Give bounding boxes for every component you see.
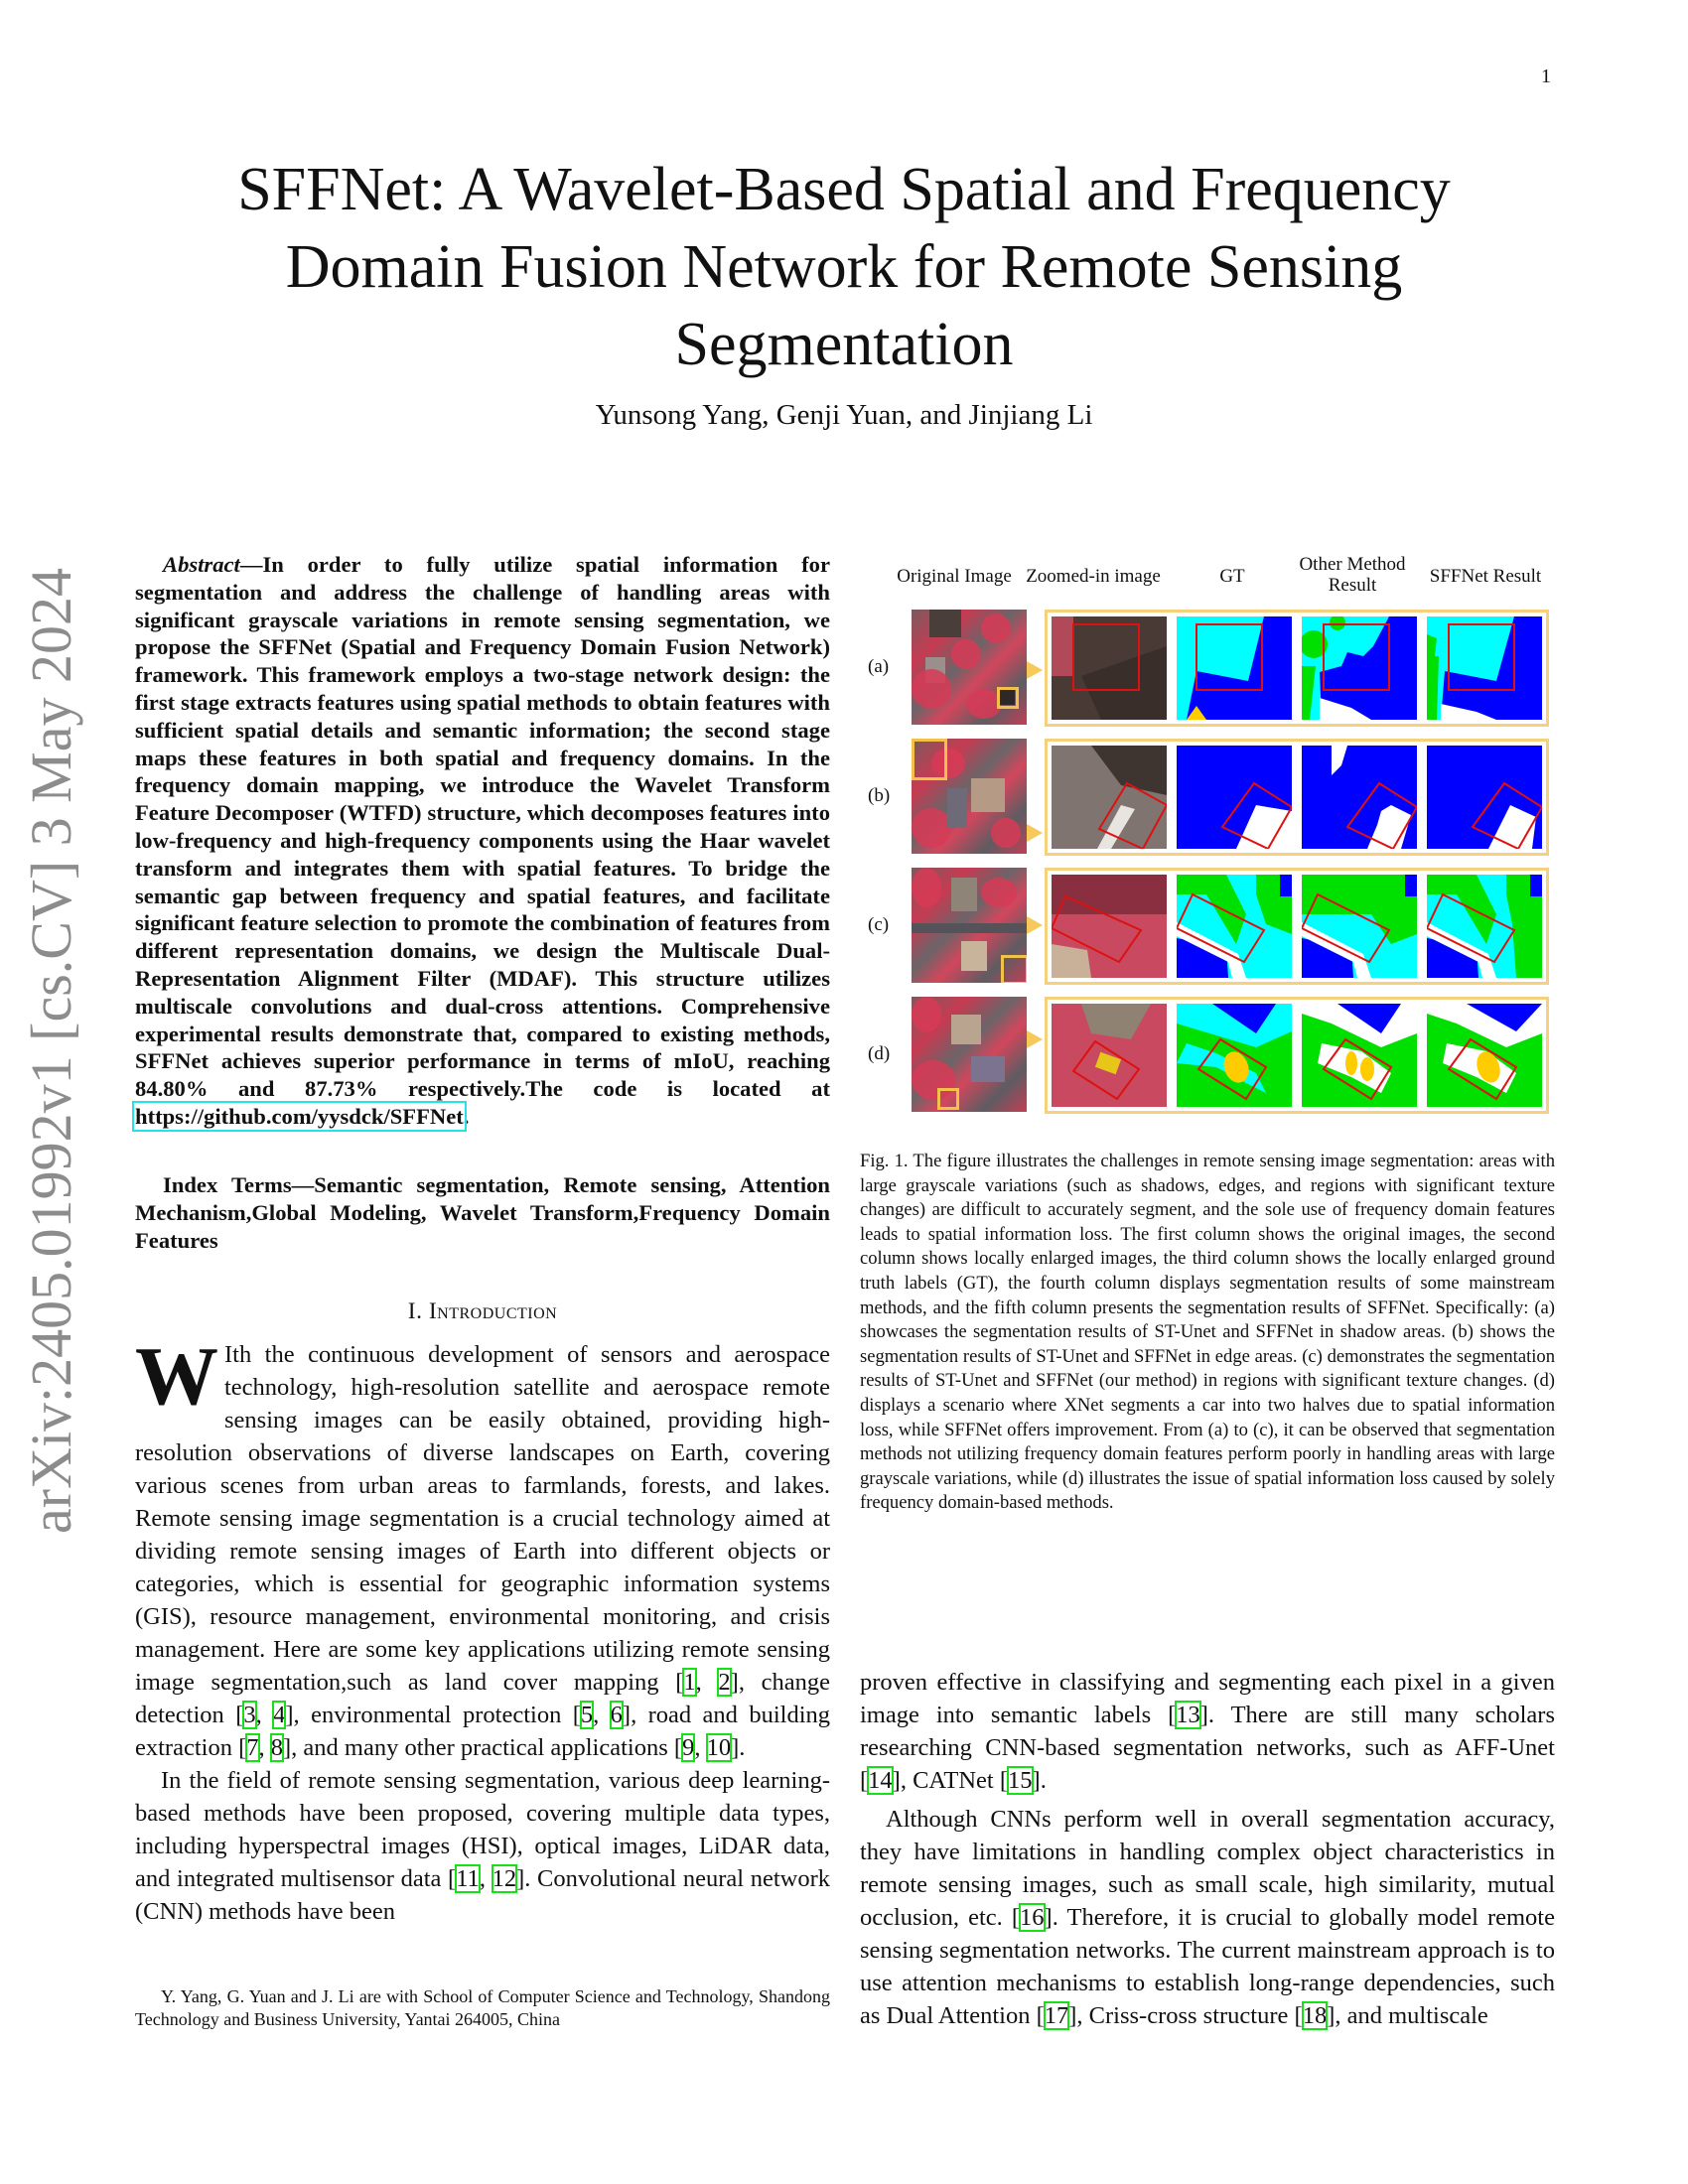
separator: ,	[258, 1734, 271, 1761]
abstract-text: In order to fully utilize spatial information for segmentation and address the challenge of handling areas with significant grayscale variations in remote sensing segmentation, we propose the SFFNet (Spatial and Frequency Domain Fusion Network) framework. This framework employs a two-stage network design: the first stage extracts features using spatial methods to obtain features with sufficient spatial details and semantic information; the second stage maps these features in both spatial and frequency domains. In the frequency domain mapping, we introduce the Wavelet Transform Feature Decomposer (WTFD) structure, which decomposes features into low-frequency and high-frequency components using the Haar wavelet transform and integrates them with spatial features. To bridge the semantic gap between frequency and spatial features, and facilitate significant feature selection to promote the combination of features from different representation domains, we design the Multiscale Dual-Representation Alignment Filter (MDAF). This structure utilizes multiscale convolutions and dual-cross attentions. Comprehensive experimental results demonstrate that, compared to existing methods, SFFNet achieves superior performance in terms of mIoU, reaching 84.80% and 87.73% respectively.The code is located at	[135, 552, 830, 1102]
paragraph-text: ], and multiscale	[1327, 2002, 1488, 2029]
citation-link-15[interactable]: 15	[1008, 1767, 1033, 1794]
citation-link-10[interactable]: 10	[706, 1734, 732, 1761]
selection-box	[912, 739, 947, 780]
abstract	[135, 551, 830, 1131]
original-image-d	[912, 997, 1027, 1112]
paragraph-text: Ith the continuous development of sensors and aerospace technology, high-resolution satellite and aerospace remote sensing images can be easily obtained, providing high-resolution observations of diverse landscapes on Earth, covering various scenes from urban areas to farmlands, forests, and lakes. Remote sensing image segmentation is a crucial technology aimed at dividing remote sensing images of Earth into different objects or categories, which is essential for geographic information systems (GIS), resource management, environmental monitoring, and crisis management. Here are some key applications utilizing remote sensing image segmentation,such as land cover mapping [	[135, 1341, 830, 1696]
separator: ,	[694, 1734, 707, 1761]
arrow-icon	[1027, 916, 1043, 934]
sffnet-panel-b	[1427, 746, 1542, 849]
arrow-icon	[1027, 1030, 1043, 1048]
citation-link-8[interactable]: 8	[270, 1734, 283, 1761]
paragraph-text: ]. Convolutional neural network (CNN) methods have been	[135, 1865, 831, 1925]
index-terms-label: Index Terms	[163, 1172, 292, 1197]
original-image-a	[912, 610, 1027, 725]
column-header-original-image: Original Image	[897, 566, 1012, 587]
citation-link-4[interactable]: 4	[273, 1702, 286, 1728]
intro-paragraph-1	[135, 1330, 830, 1764]
author-list: Yunsong Yang, Genji Yuan, and Jinjiang Li	[595, 399, 1093, 431]
selection-box	[1001, 955, 1027, 983]
footnote-text: Y. Yang, G. Yuan and J. Li are with School of Computer Science and Technology, Shandong Technology and Business University, Yantai 264005, China	[135, 1986, 830, 2029]
other-method-panel-c	[1302, 875, 1417, 978]
paragraph-text: ]. There are still many scholars researching CNN-based segmentation networks, such as AFF-Unet [	[860, 1702, 1555, 1794]
index-terms-text: Semantic segmentation, Remote sensing, Attention Mechanism,Global Modeling, Wavelet Transform,Frequency Domain Features	[135, 1172, 830, 1253]
citation-link-1[interactable]: 1	[683, 1669, 696, 1696]
intro-paragraph-3	[860, 1666, 1555, 1797]
separator: ,	[479, 1865, 492, 1892]
figure-1-caption	[860, 1150, 1555, 1516]
citation-link-5[interactable]: 5	[580, 1702, 594, 1728]
arrow-icon	[1027, 661, 1043, 679]
original-image-c	[912, 868, 1027, 983]
gt-panel-c	[1177, 875, 1292, 978]
citation-link-17[interactable]: 17	[1044, 2002, 1069, 2029]
abstract-dash: —	[239, 552, 263, 577]
selection-box	[937, 1088, 959, 1110]
row-label-b: (b)	[868, 785, 891, 806]
comparison-row-b	[1045, 739, 1549, 856]
title-line-2: Domain Fusion Network for Remote Sensing	[285, 233, 1403, 301]
citation-link-2[interactable]: 2	[718, 1669, 731, 1696]
column-header-gt: GT	[1219, 566, 1245, 587]
gt-panel-a	[1177, 616, 1292, 720]
paragraph-text: ], and many other practical applications [	[283, 1734, 683, 1761]
author-affiliation-footnote	[135, 1985, 830, 2031]
citation-link-13[interactable]: 13	[1176, 1702, 1200, 1728]
arrow-icon	[1027, 824, 1043, 842]
intro-paragraph-4	[860, 1803, 1555, 2032]
gt-panel-b	[1177, 746, 1292, 849]
sffnet-panel-c	[1427, 875, 1542, 978]
citation-link-14[interactable]: 14	[868, 1767, 893, 1794]
column-header-other-method-result	[1293, 554, 1412, 596]
citation-link-18[interactable]: 18	[1302, 2002, 1328, 2029]
paragraph-text: proven effective in classifying and segmenting each pixel in a given image into semantic labels [	[860, 1669, 1555, 1728]
paragraph-text: ]. Therefore, it is crucial to globally model remote sensing segmentation networks. The current mainstream approach is to use attention mechanisms to establish long-range dependencies, such as Dual Attention [	[860, 1904, 1555, 2029]
paper-title	[119, 151, 1569, 383]
section-number: I.	[407, 1298, 423, 1324]
code-repository-link[interactable]: https://github.com/yysdck/SFFNet	[135, 1103, 464, 1129]
figure-1	[860, 554, 1555, 1125]
comparison-row-d	[1045, 997, 1549, 1114]
abstract-text-end: .	[463, 1103, 470, 1129]
other-method-panel-d	[1302, 1004, 1417, 1107]
citation-link-7[interactable]: 7	[246, 1734, 259, 1761]
paragraph-text: ], environmental protection [	[285, 1702, 581, 1728]
comparison-row-a	[1045, 610, 1549, 727]
gt-panel-d	[1177, 1004, 1292, 1107]
zoomed-image-c	[1052, 875, 1167, 978]
other-method-panel-b	[1302, 746, 1417, 849]
citation-link-6[interactable]: 6	[610, 1702, 623, 1728]
column-header-sffnet-result: SFFNet Result	[1429, 566, 1542, 587]
citation-link-12[interactable]: 12	[492, 1865, 517, 1892]
sffnet-panel-d	[1427, 1004, 1542, 1107]
original-image-b	[912, 739, 1027, 854]
abstract-label: Abstract	[163, 552, 240, 577]
zoomed-image-d	[1052, 1004, 1167, 1107]
citation-link-3[interactable]: 3	[243, 1702, 256, 1728]
citation-link-11[interactable]: 11	[456, 1865, 480, 1892]
citation-link-9[interactable]: 9	[682, 1734, 695, 1761]
drop-cap: W	[135, 1330, 218, 1423]
paragraph-text: ].	[1032, 1767, 1047, 1794]
page-number: 1	[1541, 66, 1551, 87]
paragraph-text: ], change detection [	[135, 1669, 830, 1728]
zoomed-image-a	[1052, 616, 1167, 720]
row-label-c: (c)	[868, 914, 890, 935]
arxiv-identifier-stamp: arXiv:2405.01992v1 [cs.CV] 3 May 2024	[19, 567, 83, 1534]
paragraph-text: ], Criss-cross structure [	[1068, 2002, 1303, 2029]
other-method-panel-a	[1302, 616, 1417, 720]
paragraph-text: Although CNNs perform well in overall segmentation accuracy, they have limitations in handling complex object characteristics in remote sensing images, such as small scale, high similarity, mutual occlusion, etc. [	[860, 1806, 1555, 1931]
row-label-d: (d)	[868, 1043, 891, 1064]
separator: ,	[255, 1702, 274, 1728]
paragraph-text: ], CATNet [	[892, 1767, 1009, 1794]
caption-text: Fig. 1. The figure illustrates the challenges in remote sensing image segmentation: areas with large grayscale variations (such as shadows, edges, and regions with significant texture changes) are difficult to accurately segment, and the sole use of frequency domain features leads to spatial information loss. The first column shows the original images, the second column shows locally enlarged images, the third column shows the locally enlarged ground truth labels (GT), the fourth column displays segmentation results of some mainstream methods, and the fifth column presents the segmentation results of SFFNet. Specifically: (a) showcases the segmentation results of ST-Unet and SFFNet in shadow areas. (b) shows the segmentation results of ST-Unet and SFFNet in edge areas. (c) demonstrates the segmentation results of ST-Unet and SFFNet (our method) in regions with significant texture changes. (d) displays a scenario where XNet segments a car into two halves due to spatial information loss, while SFFNet offers improvement. From (a) to (c), it can be observed that segmentation methods not utilizing frequency domain features perform poorly in handling areas with large grayscale variations, while (d) illustrates the issue of spatial information loss caused by solely frequency domain-based methods.	[860, 1151, 1555, 1514]
column-header-zoomed-in-image: Zoomed-in image	[1026, 566, 1161, 587]
intro-paragraph-2	[135, 1764, 830, 1928]
paragraph-text: In the field of remote sensing segmentation, various deep learning-based methods have been proposed, covering multiple data types, including hyperspectral images (HSI), optical images, LiDAR data, and integrated multisensor data [	[135, 1767, 830, 1892]
introduction-body-continued	[860, 1666, 1555, 2032]
index-terms	[135, 1171, 830, 1254]
section-heading-introduction	[135, 1298, 830, 1325]
title-line-3: Segmentation	[674, 311, 1014, 378]
citation-link-16[interactable]: 16	[1020, 1904, 1045, 1931]
header-line: Other Method	[1299, 554, 1406, 575]
separator: ,	[593, 1702, 611, 1728]
section-title: Introduction	[428, 1298, 558, 1324]
paragraph-text: ].	[731, 1734, 746, 1761]
selection-box	[997, 687, 1019, 709]
row-label-a: (a)	[868, 656, 890, 677]
zoomed-image-b	[1052, 746, 1167, 849]
introduction-body	[135, 1330, 831, 1928]
sffnet-panel-a	[1427, 616, 1542, 720]
comparison-row-c	[1045, 868, 1549, 985]
paragraph-text: ], road and building extraction [	[135, 1702, 830, 1761]
index-terms-dash: —	[291, 1172, 315, 1197]
title-line-1: SFFNet: A Wavelet-Based Spatial and Frequency	[237, 156, 1451, 223]
separator: ,	[695, 1669, 719, 1696]
header-line: Result	[1328, 575, 1377, 596]
